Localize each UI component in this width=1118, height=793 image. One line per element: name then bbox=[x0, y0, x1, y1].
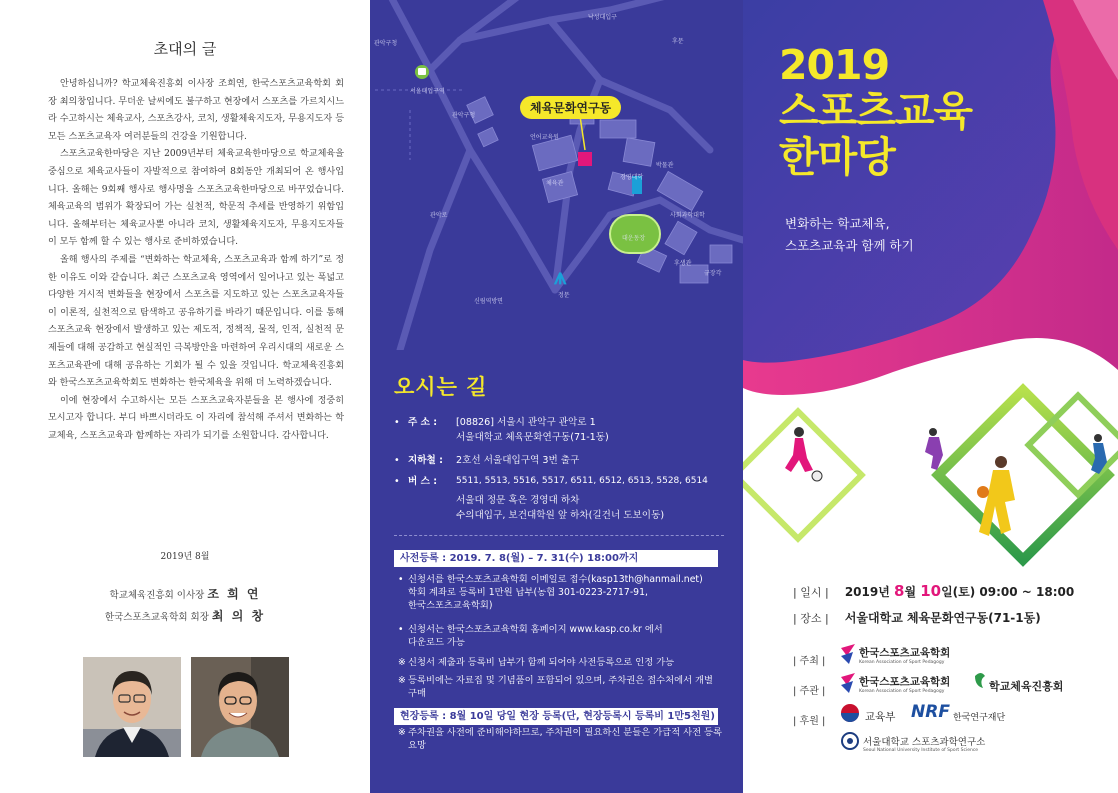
signature-2 bbox=[0, 607, 370, 624]
president-photo bbox=[191, 657, 289, 757]
onsite-registration-title: 현장등록 : 8월 10일 당일 현장 등록(단, 현장등록시 등록비 1만5천원) bbox=[394, 708, 718, 725]
divider bbox=[394, 535, 724, 536]
signature-name: 조 희 연 bbox=[207, 587, 261, 601]
campus-map bbox=[370, 0, 743, 350]
snu-emblem-icon bbox=[842, 733, 858, 749]
registration-note: • 신청서를 한국스포츠교육학회 이메일로 접수(kasp13th@hanmail.net) 학회 계좌로 등록비 1만원 납부(농협 301-0223-2717-91, 한국스포츠교육학회) bbox=[398, 574, 703, 611]
sponsor-logo-nrf-name: 한국연구재단 bbox=[953, 713, 1006, 723]
event-title: 2019 스포츠교육 한마당 bbox=[779, 41, 973, 181]
event-subtitle: 변화하는 학교체육, 스포츠교육과 함께 하기 bbox=[785, 216, 914, 253]
sponsor-logo-nrf: NRF bbox=[911, 702, 950, 722]
row-key: 지하철 : bbox=[408, 455, 443, 466]
cover-panel bbox=[743, 0, 1118, 793]
registration-note: • 신청서는 한국스포츠교육학회 홈페이지 www.kasp.co.kr 에서 다운로드 가능 bbox=[398, 624, 663, 648]
map-label: 규장각 bbox=[704, 270, 722, 277]
invitation-title: 초대의 글 bbox=[153, 40, 217, 58]
education-ministry-icon bbox=[841, 704, 859, 722]
letter-paragraph: 안녕하십니까? 학교체육진흥회 이사장 조희연, 한국스포츠교육학회 회장 최의창입니다. 무더운 날씨에도 불구하고 현장에서 스포츠를 가르치시느라 수고하시는 체육교사, 스포츠강사, 코치, 생활체육지도자, 무용지도자 등 모든 스포츠교육자 여러분들의 건강을 기원합니다. bbox=[48, 79, 344, 142]
directions-title: 오시는 길 bbox=[394, 375, 488, 399]
signature-name: 최 의 창 bbox=[211, 609, 266, 623]
signature-1 bbox=[0, 585, 370, 602]
map-label: 체육관 bbox=[546, 180, 564, 187]
event-venue: | 장소 | 서울대학교 체육문화연구동(71-1동) bbox=[793, 611, 1041, 625]
host-label: | 주최 | bbox=[793, 656, 826, 667]
row-key: 주 소 : bbox=[408, 417, 438, 428]
signature-role: 한국스포츠교육학회 회장 bbox=[104, 612, 209, 623]
map-label: 사회과학대학 bbox=[670, 212, 705, 219]
letter-paragraph: 이에 현장에서 수고하시는 모든 스포츠교육자분들을 본 행사에 정중히 모시고자 합니다. 부디 바쁘시더라도 이 자리에 참석해 주셔서 변화하는 학교체육, 스포츠교육과 함께하는 자리가 되기를 소원합니다. 감사합니다. bbox=[48, 395, 344, 441]
row-key: 버 스 : bbox=[408, 476, 438, 487]
map-label: 후문 bbox=[672, 38, 684, 45]
signature-role: 학교체육진흥회 이사장 bbox=[109, 590, 205, 601]
map-label: 관악구청 bbox=[374, 40, 398, 47]
letter-paragraph: 스포츠교육한마당은 지난 2009년부터 체육교육한마당으로 학교체육을 중심으로 체육교사들이 자발적으로 참여하여 8회동안 개최되어 온 행사입니다. 올해는 9회째 행사로 행사명을 스포츠교육한마당으로 바꾸었습니다. 체육교육의 범위가 확장되어 가는 실천적, 학문적 추세를 반영하기 위함입니다. 올해부터는 체육교사뿐 아니라 코치, 생활체육지도자, 무용지도자들이 모두 함께 할 수 있는 행사로 준비하였습니다. bbox=[48, 149, 344, 248]
map-label: 관악로 bbox=[430, 212, 448, 219]
invitation-letter bbox=[48, 76, 344, 445]
map-label: 경영대학 bbox=[620, 174, 644, 181]
directions-panel: ⩚ 낙성대입구 후문 서울대입구역 관악구청 관악구청 언어교육원 체육관 박물관 경영대학 사회과학대학 대운동장 후생관 규장각 신림역방면 정문 관악로 체육문화연구동 오시는 길 • 주 소 : [08826] 서울시 관악구 관악로 1 서울대학교 체육문화연구동(71-1동) • 지하철 : 2호선 서울대입구역 3번 출구 • 버 스 : 5511, 5513, 5516, 5517, 6511, 6512, 6513, 5528, 6514 서울대 정문 혹은 경영대 하차 수의대입구, 보건대학원 앞 하차(길건너 도보이동) 사전등록 : 2019. 7. 8(월) – 7. 31(수) 18:00까지 • 신청서를 한국스포츠교육학회 이메일로 접수(kasp13th@hanmail.net) 학회 계좌로 등록비 1만원 납부(농협 301-0223-2717-91, 한국스포츠교육학회) • 신청서는 한국스포츠교육학회 홈페이지 www.kasp.co.kr 에서 다운로드 가능 ※ 신청서 제출과 등록비 납부가 함께 되어야 사전등록으로 인정 가능 ※ 등록비에는 자료집 및 기념품이 포함되어 있으며, 주차권은 접수처에서 개별 구매 현장등록 : 8월 10일 당일 현장 등록(단, 현장등록시 등록비 1만5천원) ※ 주차권을 사전에 준비해야하므로, 주차권이 필요하신 분들은 가급적 사전 등록 요망 bbox=[370, 0, 743, 793]
invitation-panel bbox=[0, 0, 370, 793]
sponsor-logo-moe: 교육부 bbox=[865, 711, 896, 723]
letter-paragraph: 올해 행사의 주제를 “변화하는 학교체육, 스포츠교육과 함께 하기”로 정한 이유도 이와 같습니다. 최근 스포츠교육 영역에서 일어나고 있는 폭넓고 다양한 거시적 변화들을 현장에서 스포츠를 지도하고 있는 스포츠교육자들이 이론적, 실천적으로 탐색하고 공유하기를 바라기 때문입니다. 이를 통해 스포츠교육 현장에서 발생하고 있는 제도적, 정책적, 물적, 인적, 실천적 문제들에 대해 공감하고 현실적인 극복방안을 마련하여 우리시대의 새로운 스포츠교육관에 대해 공유하는 기회가 될 수 있을 것입니다. 학교체육진흥회와 한국스포츠교육학회도 변화하는 한국체육을 위해 더 노력하겠습니다. bbox=[48, 254, 344, 389]
map-label: 언어교육원 bbox=[530, 134, 559, 141]
pre-registration-title: 사전등록 : 2019. 7. 8(월) – 7. 31(수) 18:00까지 bbox=[394, 550, 718, 567]
registration-note: ※ 신청서 제출과 등록비 납부가 함께 되어야 사전등록으로 인정 가능 bbox=[398, 657, 675, 668]
institute-logo: 서울대학교 스포츠과학연구소 Seoul National University Institute of Sport Science bbox=[863, 737, 986, 753]
map-callout: 체육문화연구동 bbox=[520, 96, 621, 119]
onsite-note: ※ 주차권을 사전에 준비해야하므로, 주차권이 필요하신 분들은 가급적 사전 등록 요망 bbox=[398, 727, 722, 751]
map-label: 정문 bbox=[558, 292, 570, 299]
map-label: 낙성대입구 bbox=[588, 14, 617, 21]
map-label: 대운동장 bbox=[622, 235, 646, 242]
map-label: 관악구청 bbox=[452, 112, 476, 119]
organizer-logo: 한국스포츠교육학회 Korean Association of Sport Pedagogy bbox=[859, 676, 951, 694]
main-gate-icon: ⩚ bbox=[554, 265, 567, 290]
host-logo: 한국스포츠교육학회 Korean Association of Sport Pedagogy bbox=[859, 647, 951, 665]
organizer-label: | 주관 | bbox=[793, 686, 826, 697]
map-label: 신림역방면 bbox=[474, 298, 503, 305]
organizer-logo-2: 학교체육진흥회 bbox=[989, 680, 1064, 693]
target-building-marker bbox=[578, 152, 592, 166]
event-date: | 일시 | 2019년 8월 10일(토) 09:00 ~ 18:00 bbox=[793, 582, 1075, 600]
registration-note: ※ 등록비에는 자료집 및 기념품이 포함되어 있으며, 주차권은 접수처에서 개별 구매 bbox=[398, 675, 714, 699]
map-label: 박물관 bbox=[656, 162, 674, 169]
sponsor-label: | 후원 | bbox=[793, 716, 826, 727]
chairman-photo bbox=[83, 657, 181, 757]
letter-date: 2019년 8월 bbox=[160, 552, 210, 562]
map-label: 서울대입구역 bbox=[410, 88, 445, 95]
map-label: 후생관 bbox=[674, 260, 692, 267]
